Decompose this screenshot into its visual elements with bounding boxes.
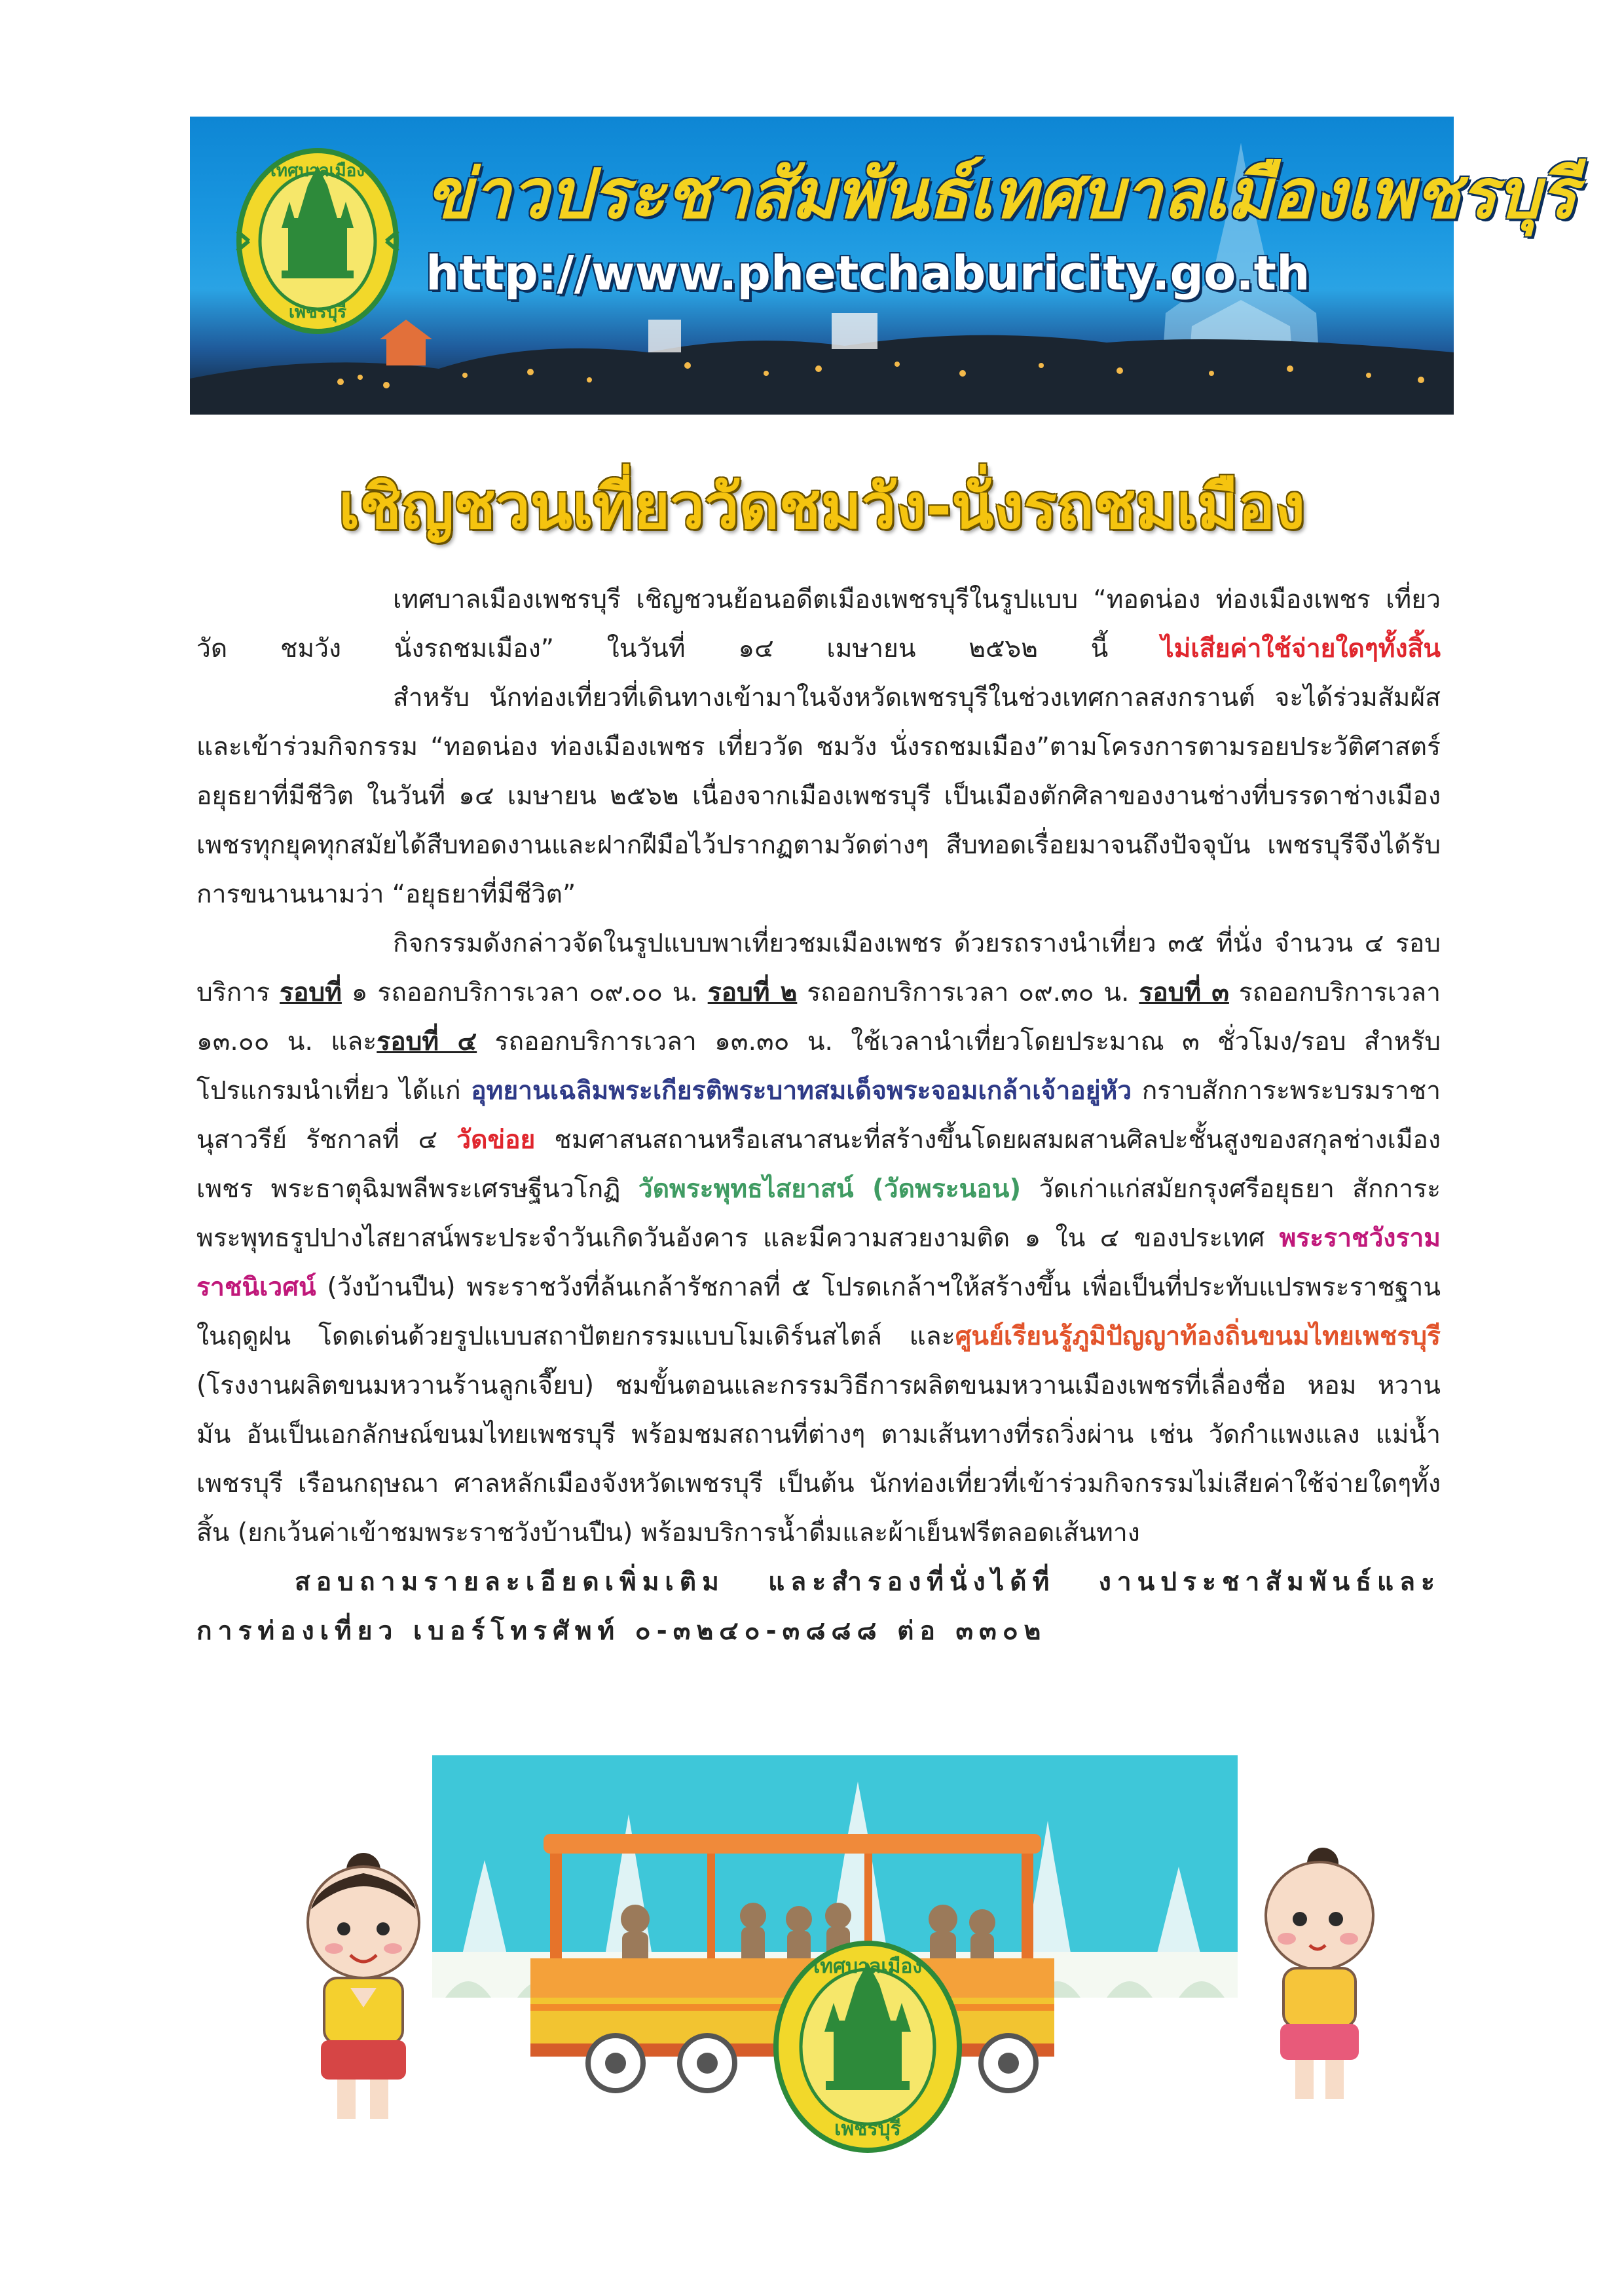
seal-bottom-text: เพชรบุรี [288, 303, 347, 322]
paragraph-intro [196, 575, 1441, 673]
program-text-5: รถออกบริการเวลา ๑๓.๓๐ น. ใช้เวลานำเที่ยวโดยประมาณ ๓ ชั่วโมง/รอบ สำหรับโปรแกรมนำเที่ยว ได้แก่ [196, 1027, 1441, 1106]
program-text-2: ๑ รถออกบริการเวลา ๐๙.๐๐ น. [341, 978, 708, 1007]
left-child-greeting-icon [285, 1844, 442, 2132]
tram-seal-icon [769, 1939, 966, 2155]
tram-roof [544, 1834, 1041, 1854]
banner-url[interactable]: http://www.phetchaburicity.go.th [426, 246, 1310, 301]
program-text-1: กิจกรรมดังกล่าวจัดในรูปแบบพาเที่ยวชมเมืองเพชร ด้วยรถรางนำเที่ยว ๓๕ ที่นั่ง จำนวน ๔ รอบบริการ [196, 929, 1441, 1007]
place-wat-khoi: วัดข่อย [456, 1125, 536, 1155]
free-of-charge-highlight: ไม่เสียค่าใช้จ่ายใดๆทั้งสิ้น [1161, 634, 1441, 663]
contact-text: สอบถามรายละเอียดเพิ่มเติม และสำรองที่นั่งได้ที่ งานประชาสัมพันธ์และการท่องเที่ยว เบอร์โทรศัพท์ ๐-๓๒๔๐-๓๘๘๘ ต่อ ๓๓๐๒ [196, 1567, 1441, 1646]
place-wat-phra-non: วัดพระพุทธไสยาสน์ (วัดพระนอน) [638, 1174, 1022, 1204]
place-ban-puen-palace: พระราชวังรามราชนิเวศน์ [196, 1223, 1441, 1302]
round-1-label: รอบที่ [280, 978, 342, 1007]
round-4-label: รอบที่ ๔ [377, 1027, 477, 1056]
program-text-4: รถออกบริการเวลา ๑๓.๐๐ น. และ [196, 978, 1441, 1056]
program-text-7: ชมศาสนสถานหรือเสนาสนะที่สร้างขึ้นโดยผสมผสานศิลปะชั้นสูงของสกุลช่างเมืองเพชร พระธาตุฉิมพลีพระเศรษฐีนวโกฏิ [196, 1125, 1441, 1204]
place-rama4-park: อุทยานเฉลิมพระเกียรติพระบาทสมเด็จพระจอมเกล้าเจ้าอยู่หัว [471, 1076, 1132, 1106]
paragraph-program [196, 919, 1441, 1558]
seal-top-text: เทศบาลเมือง [270, 161, 365, 181]
program-text-8: วัดเก่าแก่สมัยกรุงศรีอยุธยา สักการะพระพุทธรูปปางไสยาสน์พระประจำวันเกิดวันอังคาร และมีความสวยงามติด ๑ ใน ๔ ของประเทศ [196, 1174, 1441, 1253]
intro-text: เทศบาลเมืองเพชรบุรี เชิญชวนย้อนอดีตเมืองเพชรบุรีในรูปแบบ “ทอดน่อง ท่องเมืองเพชร เที่ยววัด ชมวัง นั่งรถชมเมือง” ในวันที่ ๑๔ เมษายน ๒๕๖๒ นี้ [196, 585, 1441, 663]
tram-seal-bottom-text: เพชรบุรี [834, 2118, 901, 2140]
right-child-greeting-icon [1244, 1840, 1395, 2116]
program-text-6: กราบสักการะพระบรมราชานุสาวรีย์ รัชกาลที่ ๔ [196, 1076, 1441, 1155]
program-text-10: (โรงงานผลิตขนมหวานร้านลูกเจี๊ยบ) ชมขั้นตอนและกรรมวิธีการผลิตขนมหวานเมืองเพชรที่เลื่องชื่อ หอม หวาน มัน อันเป็นเอกลักษณ์ขนมไทยเพชรบุรี พร้อมชมสถานที่ต่างๆ ตามเส้นทางที่รถวิ่งผ่าน เช่น วัดกำแพงแลง แม่น้ำเพชรบุรี เรือนกฤษณา ศาลหลักเมืองจังหวัดเพชรบุรี เป็นต้น นักท่องเที่ยวที่เข้าร่วมกิจกรรมไม่เสียค่าใช้จ่ายใดๆทั้งสิ้น (ยกเว้นค่าเข้าชมพระราชวังบ้านปืน) พร้อมบริการน้ำดื่มและผ้าเย็นฟรีตลอดเส้นทาง [196, 1371, 1441, 1548]
article-body [196, 575, 1441, 1656]
paragraph-contact [196, 1558, 1441, 1656]
history-text: สำหรับ นักท่องเที่ยวที่เดินทางเข้ามาในจังหวัดเพชรบุรีในช่วงเทศกาลสงกรานต์ จะได้ร่วมสัมผัสและเข้าร่วมกิจกรรม “ทอดน่อง ท่องเมืองเพชร เที่ยววัด ชมวัง นั่งรถชมเมือง”ตามโครงการตามรอยประวัติศาสตร์อยุธยาที่มีชีวิต ในวันที่ ๑๔ เมษายน ๒๕๖๒ เนื่องจากเมืองเพชรบุรี เป็นเมืองตักศิลาของงานช่างที่บรรดาช่างเมืองเพชรทุกยุคทุกสมัยได้สืบทอดงานและฝากฝีมือไว้ปรากฏตามวัดต่างๆ สืบทอดเรื่อยมาจนถึงปัจจุบัน เพชรบุรีจึงได้รับการขนานนามว่า “อยุธยาที่มีชีวิต” [196, 683, 1441, 909]
program-text-9: (วังบ้านปืน) พระราชวังที่ล้นเกล้ารัชกาลที่ ๕ โปรดเกล้าฯให้สร้างขึ้น เพื่อเป็นที่ประทับแปรพระราชฐานในฤดูฝน โดดเด่นด้วยรูปแบบสถาปัตยกรรมแบบโมเดิร์นสไตล์ และ [196, 1273, 1441, 1351]
page-headline: เชิญชวนเที่ยววัดชมวัง-นั่งรถชมเมือง [339, 472, 1305, 543]
municipal-seal-icon [236, 146, 399, 336]
tram-seal-top-text: เทศบาลเมือง [813, 1955, 923, 1978]
place-thai-dessert-center: ศูนย์เรียนรู้ภูมิปัญญาท้องถิ่นขนมไทยเพชรบุรี [955, 1322, 1441, 1351]
program-text-3: รถออกบริการเวลา ๐๙.๓๐ น. [797, 978, 1139, 1007]
round-3-label: รอบที่ ๓ [1139, 978, 1229, 1007]
banner-title: ข่าวประชาสัมพันธ์เทศบาลเมืองเพชรบุรี [426, 153, 1577, 234]
round-2-label: รอบที่ ๒ [707, 978, 798, 1007]
header-banner [190, 117, 1577, 415]
paragraph-history [196, 673, 1441, 919]
